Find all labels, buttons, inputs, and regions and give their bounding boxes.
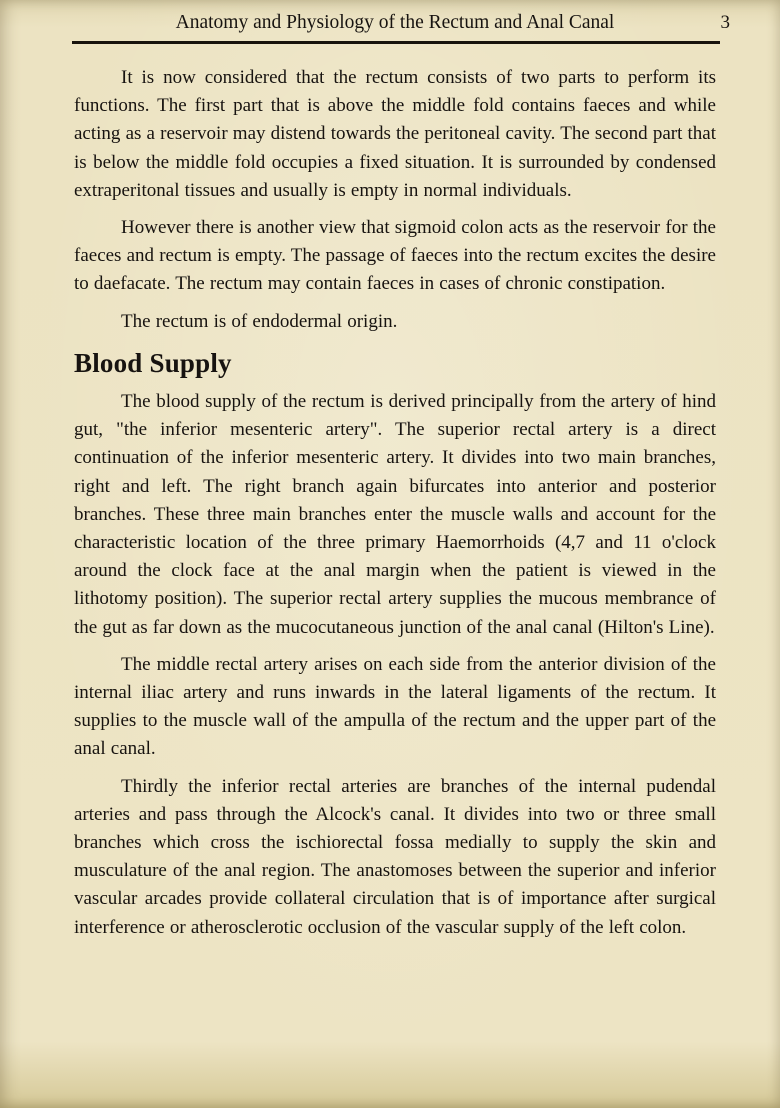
paragraph-endodermal-origin: The rectum is of endodermal origin. <box>121 310 398 332</box>
running-title: Anatomy and Physiology of the Rectum and Anal Canal <box>175 12 615 33</box>
page-header <box>74 6 730 36</box>
page-number: 3 <box>720 12 730 33</box>
paragraph-inferior-rectal-arteries: Thirdly the inferior rectal arteries are branches of the internal pudendal arteries and pass through the Alcock's canal. It divides into two or three small branches which cross the ischiorectal fossa medially to supply the skin and musculature of the anal region. The anastomoses between the superior and inferior vascular arcades provide collateral circulation that is of importance after surgical interference or atherosclerotic occlusion of the vascular supply of the left colon. <box>74 775 716 938</box>
section-heading-blood-supply: Blood Supply <box>74 347 232 378</box>
paragraph-middle-rectal-artery: The middle rectal artery arises on each side from the anterior division of the internal iliac artery and runs inwards in the lateral ligaments of the rectum. It supplies to the muscle wall of the ampulla of the rectum and the upper part of the anal canal. <box>74 653 716 760</box>
page-body <box>74 64 716 942</box>
paragraph-sigmoid-view: However there is another view that sigmoid colon acts as the reservoir for the faeces and rectum is empty. The passage of faeces into the rectum excites the desire to daefacate. The rectum may contain faeces in cases of chronic constipation. <box>74 217 716 295</box>
paragraph-superior-rectal-artery: The blood supply of the rectum is derived principally from the artery of hind gut, "the inferior mesenteric artery". The superior rectal artery is a direct continuation of the inferior mesenteric artery. It divides into two main branches, right and left. The right branch again bifurcates into anterior and posterior branches. These three main branches enter the muscle walls and account for the characteristic location of the three primary Haemorrhoids (4,7 and 11 o'clock around the clock face at the anal margin when the patient is viewed in the lithotomy position). The superior rectal artery supplies the mucous membrance of the gut as far down as the mucocutaneous junction of the anal canal (Hilton's Line). <box>74 391 716 638</box>
header-rule <box>72 41 720 44</box>
paragraph-rectum-two-parts: It is now considered that the rectum consists of two parts to perform its functions. The first part that is above the middle fold contains faeces and while acting as a reservoir may distend towards the peritoneal cavity. The second part that is below the middle fold occupies a fixed situation. It is surrounded by condensed extraperitonal tissues and usually is empty in normal individuals. <box>74 67 717 201</box>
